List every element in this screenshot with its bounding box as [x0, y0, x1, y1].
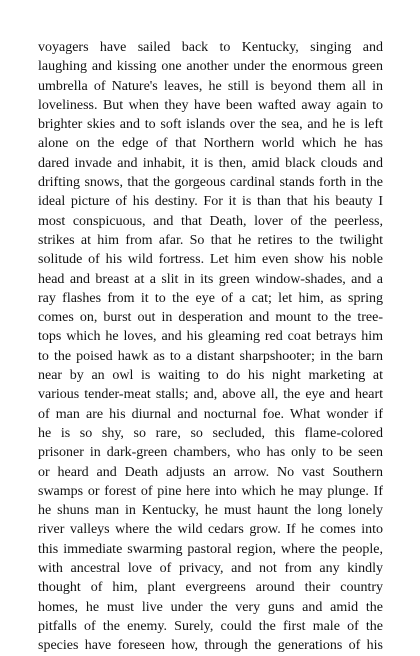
text-line: head and breast at a slit in its green window-shades, and a — [38, 271, 383, 287]
text-line: brighter skies and to soft islands over the sea, and he is left — [38, 117, 383, 133]
text-line: umbrella of Nature's leaves, he still is beyond them all in — [38, 78, 383, 94]
text-line: of man are his diurnal and nocturnal foe. What wonder if — [38, 406, 383, 422]
body-text — [38, 38, 383, 656]
text-line: loveliness. But when they have been wafted away again to — [38, 97, 383, 113]
text-line: comes on, burst out in desperation and mount to the tree- — [38, 310, 383, 326]
text-line: species have foreseen how, through the generations of his — [38, 638, 383, 654]
text-line: he is so shy, so rare, so secluded, this flame-colored — [38, 425, 383, 441]
text-line: strikes at him from afar. So that he retires to the twilight — [38, 232, 383, 248]
text-line: near by an owl is waiting to do his night marketing at — [38, 368, 383, 384]
text-line: with ancestral love of privacy, and not from any kindly — [38, 561, 383, 577]
text-line: pitfalls of the enemy. Surely, could the first male of the — [38, 618, 383, 634]
text-line: ray flashes from it to the eye of a cat; let him, as spring — [38, 290, 383, 306]
text-line: laughing and kissing one another under the enormous green — [38, 59, 383, 75]
text-line: alone on the edge of that Northern world which he has — [38, 136, 383, 152]
text-line: homes, he must live under the very guns and amid the — [38, 599, 383, 615]
text-line: prisoner in dark-green chambers, who has only to be seen — [38, 445, 383, 461]
text-line: drifting snows, that the gorgeous cardinal stands forth in the — [38, 175, 383, 191]
text-line: to the poised hawk as to a distant sharpshooter; in the barn — [38, 348, 383, 364]
text-line: swamps or forest of pine here into which he may plunge. If — [38, 483, 383, 499]
text-line: river valleys where the wild cedars grow. If he comes into — [38, 522, 383, 538]
text-line: he shuns man in Kentucky, he must haunt the long lonely — [38, 503, 383, 519]
text-line: most conspicuous, and that Death, lover of the peerless, — [38, 213, 383, 229]
text-line: dared invade and inhabit, it is then, amid black clouds and — [38, 155, 383, 171]
text-line: ideal picture of his destiny. For it is than that his beauty I — [38, 194, 383, 210]
text-line: tops which he loves, and his gleaming red coat betrays him — [38, 329, 383, 345]
text-line: various tender-meat stalls; and, above all, the eye and heart — [38, 387, 383, 403]
text-line: this immediate swarming pastoral region, where the people, — [38, 541, 383, 557]
text-line: thought of him, plant evergreens around their country — [38, 580, 383, 596]
text-line: or heard and Death adjusts an arrow. No vast Southern — [38, 464, 383, 480]
text-line: voyagers have sailed back to Kentucky, singing and — [38, 40, 383, 55]
text-line: solitude of his wild fortress. Let him even show his noble — [38, 252, 383, 268]
